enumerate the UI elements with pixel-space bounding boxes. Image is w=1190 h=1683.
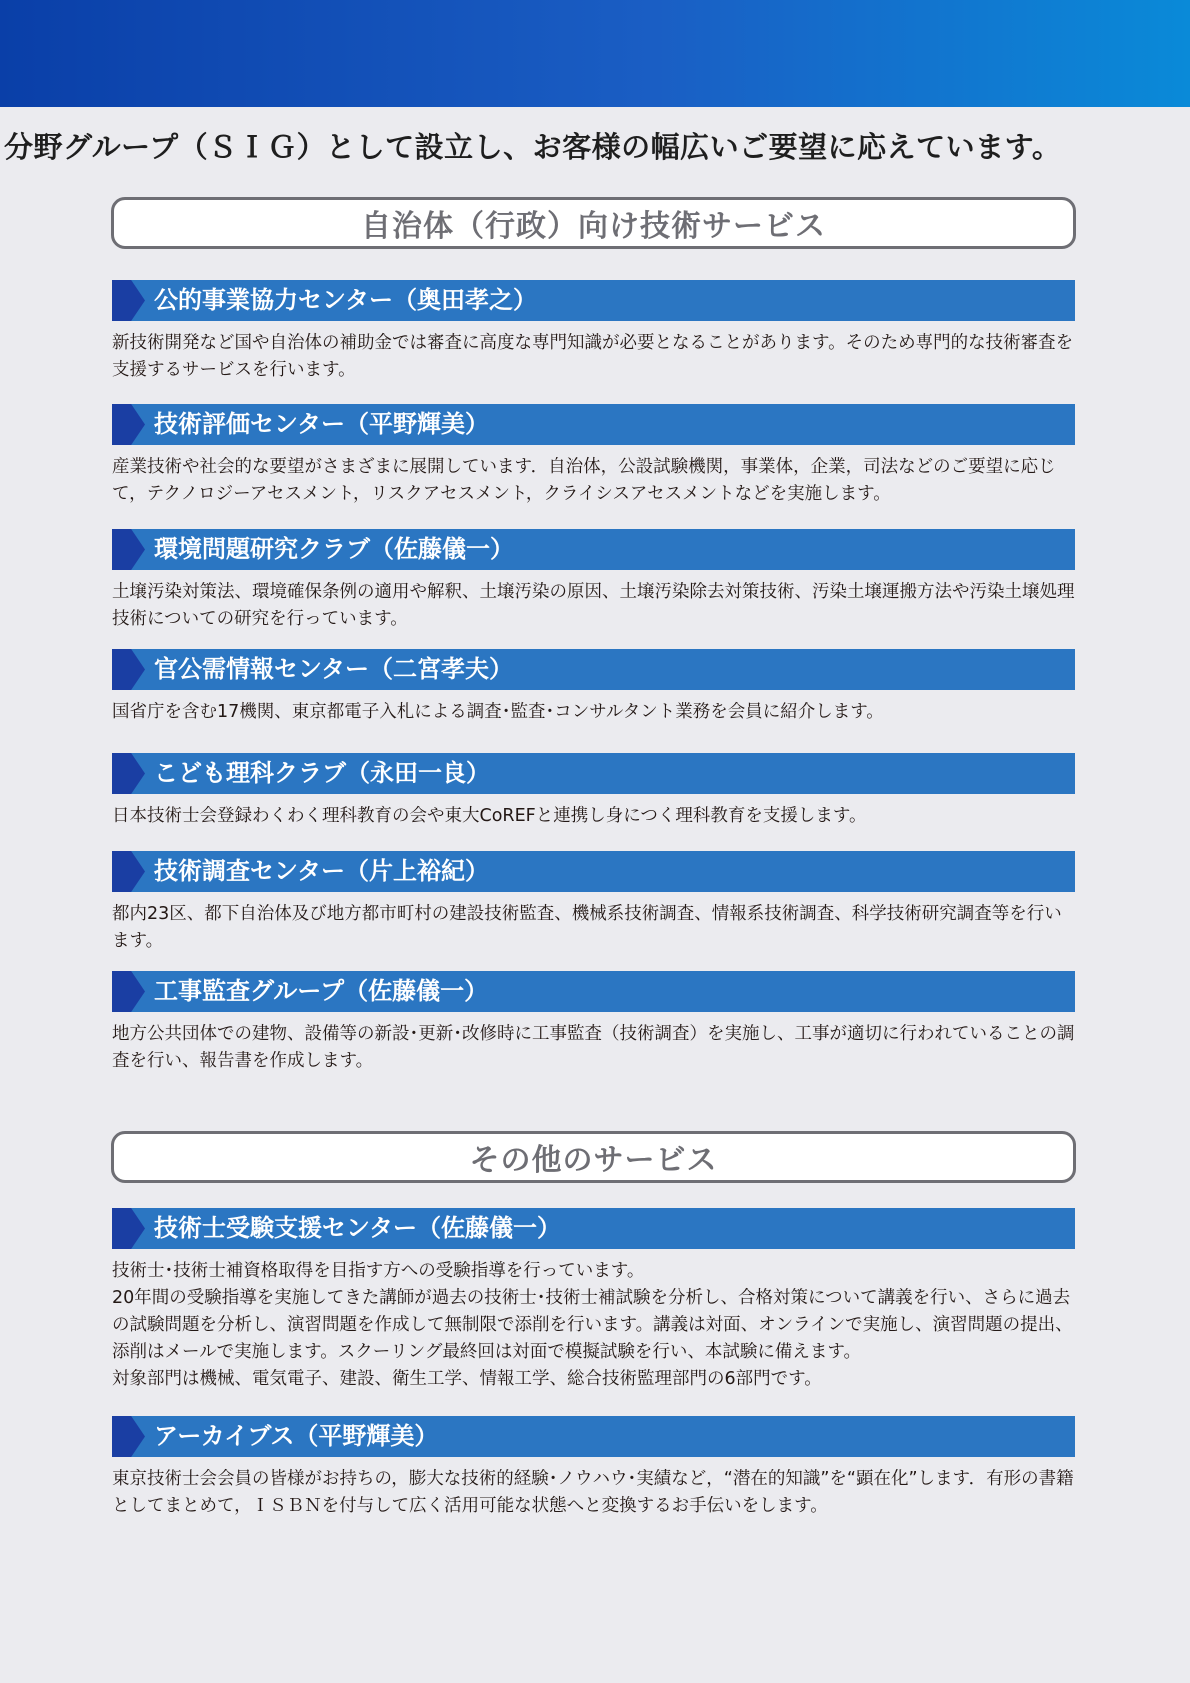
description-paragraph: 国省庁を含む17機関、東京都電子入札による調査･監査･コンサルタント業務を会員に紹介します。	[112, 702, 884, 722]
service-bar-procurement-info	[112, 649, 1075, 690]
description-paragraph: 都内23区、都下自治体及び地方都市町村の建設技術監査、機械系技術調査、情報系技術調査、科学技術研究調査等を行います。	[112, 904, 1062, 951]
chevron-right-icon	[112, 649, 145, 690]
service-title: 技術調査センター（片上裕紀）	[154, 857, 490, 885]
service-bar-tech-evaluation	[112, 404, 1075, 445]
service-description	[112, 1258, 1077, 1393]
description-paragraph: 技術士･技術士補資格取得を目指す方への受験指導を行っています。	[112, 1261, 645, 1281]
service-bar-exam-support	[112, 1208, 1075, 1249]
header-banner	[0, 0, 1190, 107]
service-description	[112, 901, 1077, 955]
description-paragraph: 産業技術や社会的な要望がさまざまに展開しています．自治体，公設試験機関，事業体，企業，司法などのご要望に応じて，テクノロジーアセスメント，リスクアセスメント，クライシスアセスメントなどを実施します。	[112, 457, 1056, 504]
service-title: 公的事業協力センター（奥田孝之）	[154, 286, 538, 314]
service-title: こども理科クラブ（永田一良）	[154, 759, 490, 787]
chevron-right-icon	[112, 1208, 145, 1249]
service-bar-environment-club	[112, 529, 1075, 570]
description-paragraph: 新技術開発など国や自治体の補助金では審査に高度な専門知識が必要となることがあります。そのため専門的な技術審査を支援するサービスを行います。	[112, 333, 1074, 380]
service-bar-tech-survey	[112, 851, 1075, 892]
service-description	[112, 1466, 1077, 1520]
chevron-right-icon	[112, 280, 145, 321]
service-title: 技術士受験支援センター（佐藤儀一）	[154, 1214, 562, 1242]
service-title: 工事監査グループ（佐藤儀一）	[154, 977, 489, 1005]
description-paragraph: 地方公共団体での建物、設備等の新設･更新･改修時に工事監査（技術調査）を実施し、工事が適切に行われていることの調査を行い、報告書を作成します。	[112, 1024, 1075, 1071]
chevron-right-icon	[112, 851, 145, 892]
chevron-right-icon	[112, 529, 145, 570]
service-bar-construction-audit	[112, 971, 1075, 1012]
service-bar-archives	[112, 1416, 1075, 1457]
service-title: 官公需情報センター（二宮孝夫）	[154, 655, 514, 683]
description-paragraph: 東京技術士会会員の皆様がお持ちの，膨大な技術的経験･ノウハウ･実績など，“潜在的知識”を“顕在化”します．有形の書籍としてまとめて，ＩＳＢＮを付与して広く活用可能な状態へと変換するお手伝いをします。	[112, 1469, 1074, 1516]
page-headline: 分野グループ（ＳＩＧ）として設立し、お客様の幅広いご要望に応えています。	[4, 130, 1062, 164]
service-title: 技術評価センター（平野輝美）	[154, 410, 490, 438]
description-paragraph: 20年間の受験指導を実施してきた講師が過去の技術士･技術士補試験を分析し、合格対策について講義を行い、さらに過去の試験問題を分析し、演習問題を作成して無制限で添削を行います。講義は対面、オンラインで実施し、演習問題の提出、添削はメールで実施します。スクーリング最終回は対面で模擬試験を行い、本試験に備えます。	[112, 1288, 1073, 1362]
service-description	[112, 454, 1077, 508]
service-description	[112, 699, 1077, 726]
description-paragraph: 対象部門は機械、電気電子、建設、衛生工学、情報工学、総合技術監理部門の6部門です。	[112, 1369, 822, 1389]
service-title: 環境問題研究クラブ（佐藤儀一）	[154, 535, 514, 563]
service-bar-public-project	[112, 280, 1075, 321]
service-title: アーカイブス（平野輝美）	[154, 1422, 439, 1450]
chevron-right-icon	[112, 404, 145, 445]
service-description	[112, 330, 1077, 384]
service-description	[112, 579, 1077, 633]
section-title-government: 自治体（行政）向け技術サービス	[111, 197, 1076, 249]
chevron-right-icon	[112, 1416, 145, 1457]
chevron-right-icon	[112, 971, 145, 1012]
chevron-right-icon	[112, 753, 145, 794]
description-paragraph: 日本技術士会登録わくわく理科教育の会や東大CoREFと連携し身につく理科教育を支援します。	[112, 806, 867, 826]
service-bar-kids-science	[112, 753, 1075, 794]
section-title-other: その他のサービス	[111, 1131, 1076, 1183]
description-paragraph: 土壌汚染対策法、環境確保条例の適用や解釈、土壌汚染の原因、土壌汚染除去対策技術、汚染土壌運搬方法や汚染土壌処理技術についての研究を行っています。	[112, 582, 1075, 629]
service-description	[112, 803, 1077, 830]
service-description	[112, 1021, 1077, 1075]
